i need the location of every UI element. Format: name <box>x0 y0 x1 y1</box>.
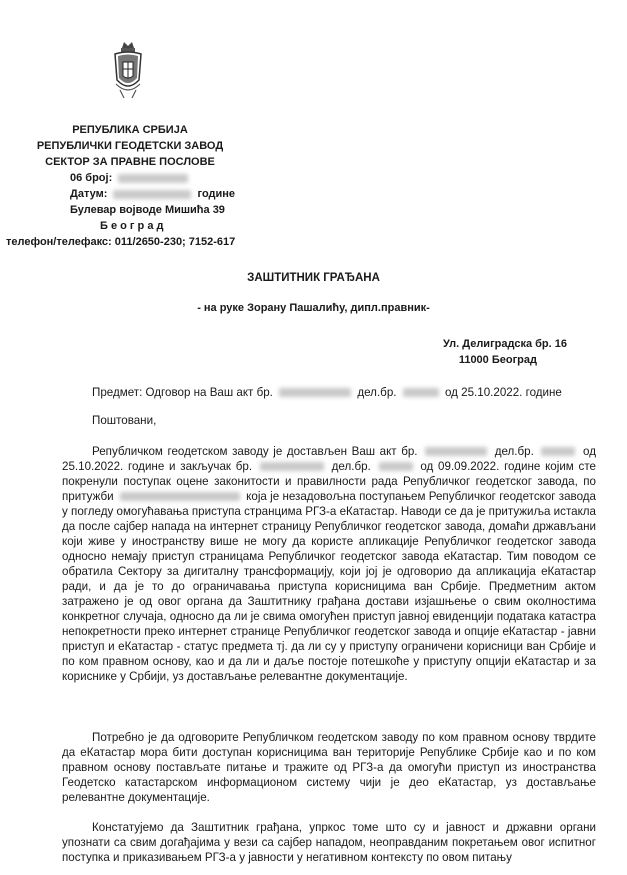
header-phone: телефон/телефакс: 011/2650-230; 7152-617 <box>6 236 236 248</box>
para3-text: Констатујемо да Заштитник грађана, упркос томе што су и јавност и државни органи упознати са свим догађајима у вези са сајбер нападом, неоправданим покретањем овог испитног поступка и приказивањем РГЗ-а у јавности у негативном контексту по овом питању <box>62 821 596 864</box>
redacted-date <box>113 190 191 199</box>
header-sector: СЕКТОР ЗА ПРАВНЕ ПОСЛОВЕ <box>45 156 215 168</box>
paragraph-2 <box>62 730 596 805</box>
recipient-attention: - на руке Зорану Пашалићу, дипл.правник- <box>197 302 430 314</box>
redacted-complainant-name <box>120 492 240 501</box>
recipient-address-line1: Ул. Делиградска бр. 16 <box>442 338 567 350</box>
redacted-act-number <box>279 388 351 397</box>
subject-prefix: Предмет: Одговор на Ваш акт бр. <box>92 386 273 399</box>
para1-part-c: од 25.10.2022. године и закључак бр. <box>62 445 596 473</box>
header-country: РЕПУБЛИКА СРБИЈА <box>72 124 188 136</box>
subject-line <box>92 386 562 399</box>
paragraph-1 <box>62 444 596 684</box>
subject-mid: дел.бр. <box>357 386 397 399</box>
redacted-number <box>118 174 188 183</box>
date-suffix: године <box>197 188 236 200</box>
redacted-del-number-3 <box>379 462 413 471</box>
header-institution: РЕПУБЛИЧКИ ГЕОДЕТСКИ ЗАВОД <box>36 140 224 152</box>
coat-of-arms-icon <box>110 40 146 112</box>
redacted-del-number-2 <box>541 447 575 456</box>
recipient-address-line2: 11000 Београд <box>458 354 537 366</box>
header-city: Б е о г р а д <box>100 220 164 232</box>
para1-part-d: дел.бр. <box>331 460 371 473</box>
salutation: Поштовани, <box>92 414 157 427</box>
date-label: Датум: <box>70 188 108 200</box>
para1-part-a: Републичком геодетском заводу је достављен Ваш акт бр. <box>92 445 418 458</box>
para1-part-f: која је незадовољна поступањем Републичког геодетског завода у погледу омогућавања приступа странцима РГЗ-а еКатастар. Наводи се да је притужиља истакла да после сајбер напада на интернет страницу Републичког геодетског завода, домаћи држављани који живе у иностранству више не могу да користе апликације Републичког геодетског завода односно немају приступ страницама Републичког геодетског завода еКатастар. Тим поводом се обратила Сектору за дигиталну трансформацију, који јој је одговорио да апликација еКатастар ради, и да је то до ограничавања приступа корисницима ван Србије. Предметним актом затражено је од овог органа да Заштитнику грађана достави изјашњење о свим околностима конкретног случаја, односно да ли је свима омогућен приступ јавној евиденцији података катастра непокретности преко интернет странице Републичког геодетског завода и опције еКатастар - јавни приступ и еКатастар - статус предмета тј. да ли су у приступу ограничени корисници ван Србије и по ком правном основу, као и да ли и даље постоје потешкоће у приступу опцији еКатастар и за кориснике у Србији, уз достављање релевантне документације. <box>62 490 596 683</box>
para2-text: Потребно је да одговорите Републичком геодетском заводу по ком правном основу тврдите да еКатастар мора бити доступан корисницима ван територије Републике Србије као и по ком правном основу постављате питање и тражите од РГЗ-а да омогући приступ из иностранства Геодетско катастарском информационом систему чији је део еКатастар, уз достављање релевантне документације. <box>62 731 596 804</box>
redacted-del-number <box>403 388 439 397</box>
header-date <box>70 186 235 202</box>
subject-suffix: од 25.10.2022. године <box>444 386 562 399</box>
header-number <box>70 170 191 186</box>
recipient-title: ЗАШТИТНИК ГРАЂАНА <box>247 272 380 284</box>
redacted-act-number-2 <box>425 447 487 456</box>
para1-part-e: од 09.09.2022. године којим сте покренули поступак оцене законитости и правилности рада Републичког геодетског завода, по притужби <box>62 460 596 503</box>
redacted-conclusion-number <box>260 462 324 471</box>
number-label: 06 број: <box>70 172 113 184</box>
header-street: Булевар војводе Мишића 39 <box>70 204 225 216</box>
paragraph-3 <box>62 820 596 865</box>
para1-part-b: дел.бр. <box>494 445 534 458</box>
